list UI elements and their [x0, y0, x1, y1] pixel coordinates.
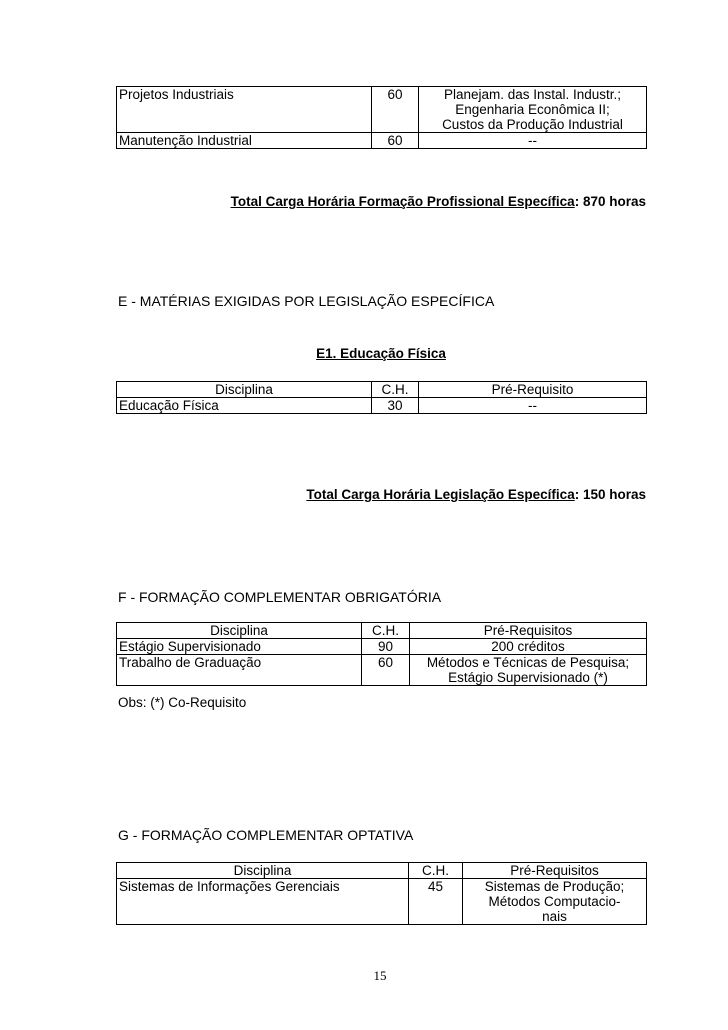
header-ch: C.H.: [409, 863, 463, 879]
cell-ch: 60: [362, 655, 410, 686]
cell-disciplina: Estágio Supervisionado: [117, 639, 362, 655]
pre-line: nais: [542, 909, 567, 924]
total-legislacao-especifica: [306, 487, 646, 502]
header-ch: C.H.: [372, 382, 419, 398]
table-formacao-profissional: [116, 86, 647, 149]
section-title-f: F - FORMAÇÃO COMPLEMENTAR OBRIGATÓRIA: [118, 589, 442, 605]
table-header-row: [117, 382, 647, 398]
cell-ch: 30: [372, 398, 419, 414]
header-pre-requisitos: Pré-Requisitos: [410, 623, 647, 639]
cell-ch: 90: [362, 639, 410, 655]
section-title-g: G - FORMAÇÃO COMPLEMENTAR OPTATIVA: [118, 827, 414, 843]
pre-line: Sistemas de Produção;: [484, 879, 625, 894]
pre-line: Métodos e Técnicas de Pesquisa;: [426, 655, 630, 670]
cell-ch: 60: [372, 133, 419, 149]
total-value: : 870 horas: [574, 194, 646, 209]
header-ch: C.H.: [362, 623, 410, 639]
table-educacao-fisica: [116, 381, 647, 414]
pre-line: Métodos Computacio-: [488, 894, 621, 909]
header-pre-requisito: Pré-Requisito: [419, 382, 647, 398]
table-row: [117, 655, 647, 686]
cell-disciplina: Manutenção Industrial: [117, 133, 372, 149]
table-row: [117, 133, 647, 149]
section-title-e: E - MATÉRIAS EXIGIDAS POR LEGISLAÇÃO ESPECÍFICA: [118, 293, 495, 309]
table-row: [117, 398, 647, 414]
header-disciplina: Disciplina: [117, 863, 409, 879]
header-disciplina: Disciplina: [117, 623, 362, 639]
cell-pre-requisito: --: [419, 133, 647, 149]
table-header-row: [117, 863, 647, 879]
cell-ch: 45: [409, 879, 463, 925]
total-value: : 150 horas: [574, 487, 646, 502]
cell-pre-requisito: [419, 87, 647, 133]
cell-pre-requisito: --: [419, 398, 647, 414]
table-complementar-obrigatoria: [116, 622, 647, 686]
subsection-title-e1: E1. Educação Física: [316, 346, 446, 361]
pre-line: Planejam. das Instal. Industr.;: [443, 87, 622, 102]
table-complementar-optativa: [116, 862, 647, 925]
table-row: [117, 639, 647, 655]
cell-disciplina: Educação Física: [117, 398, 372, 414]
cell-pre-requisitos: [410, 655, 647, 686]
table-header-row: [117, 623, 647, 639]
cell-pre-requisitos: [463, 879, 647, 925]
page-number: 15: [373, 968, 387, 983]
pre-line: Engenharia Econômica II;: [455, 102, 610, 117]
total-formacao-profissional: [231, 194, 646, 209]
cell-pre-requisitos: 200 créditos: [410, 639, 647, 655]
pre-line: Custos da Produção Industrial: [442, 117, 623, 132]
table-row: [117, 87, 647, 133]
cell-disciplina: Sistemas de Informações Gerenciais: [117, 879, 409, 925]
total-label: Total Carga Horária Legislação Específica: [306, 487, 575, 502]
header-disciplina: Disciplina: [117, 382, 372, 398]
pre-line: Estágio Supervisionado (*): [448, 670, 608, 685]
cell-disciplina: Projetos Industriais: [117, 87, 372, 133]
cell-ch: 60: [372, 87, 419, 133]
cell-disciplina: Trabalho de Graduação: [117, 655, 362, 686]
obs-note: Obs: (*) Co-Requisito: [118, 695, 247, 710]
total-label: Total Carga Horária Formação Profissional Específica: [230, 194, 575, 209]
table-row: [117, 879, 647, 925]
header-pre-requisitos: Pré-Requisitos: [463, 863, 647, 879]
